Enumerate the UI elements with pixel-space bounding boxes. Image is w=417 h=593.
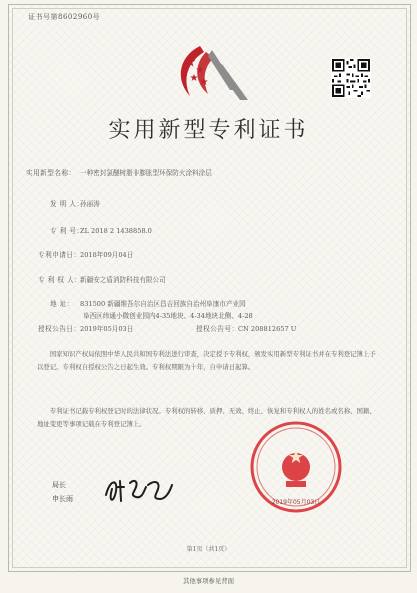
field-value: ZL 2018 2 1438858.0	[80, 227, 152, 235]
field-value: 新疆安之盾消防科技有限公司	[80, 276, 166, 284]
field-address	[50, 298, 246, 308]
field-value: 孙丽涛	[80, 200, 100, 208]
director-name: 申长雨	[52, 495, 73, 503]
field-value: CN 208812657 U	[238, 325, 297, 333]
official-seal-icon	[246, 417, 346, 517]
address-continuation: 阜西区纬通小微创业园内4-35地块、4-34地块北侧、4-28	[83, 312, 253, 320]
field-grant-date	[38, 323, 133, 333]
field-value: 2019年05月03日	[80, 325, 134, 333]
grant-statement: 国家知识产权局依照中华人民共和国专利法进行审查，决定授予专利权，颁发实用新型专利证书并在专利登记簿上予以登记。专利权自授权公告之日起生效。专利权期限为十年，自申请日起算。	[37, 350, 376, 372]
field-value: 831500 新疆维吾尔自治区昌吉回族自治州阜康市产业园	[80, 300, 246, 308]
page-indicator: 第1页（共1页）	[186, 546, 231, 553]
field-label: 发 明 人：	[50, 200, 84, 208]
field-label: 实用新型名称：	[26, 169, 76, 177]
signature-title	[52, 478, 73, 506]
page-title: 实用新型专利证书	[108, 118, 309, 143]
qr-code-icon	[331, 58, 371, 98]
handwritten-signature-icon	[100, 473, 180, 509]
director-label: 局长	[52, 481, 66, 489]
field-label: 专 利 号：	[50, 227, 84, 235]
field-value: 2018年09月04日	[80, 251, 134, 259]
field-patentee	[38, 274, 166, 284]
field-utility-name	[26, 167, 212, 177]
legal-status-statement: 专利证书记载专利权登记时的法律状况。专利权的转移、质押、无效、终止、恢复和专利权人的姓名或名称、国籍、地址变更等事项记载在专利登记簿上。	[37, 407, 376, 429]
field-label: 专利申请日：	[38, 251, 81, 259]
cnipa-logo-icon	[160, 38, 256, 108]
field-label: 授权公告日：	[38, 325, 81, 333]
field-grant-number	[196, 323, 296, 333]
bottom-note: 其他事项参见背面	[182, 577, 235, 585]
field-label: 授权公告号：	[196, 325, 239, 333]
field-label: 专 利 权 人：	[38, 276, 82, 284]
field-inventor	[50, 198, 100, 208]
field-application-date	[38, 249, 133, 259]
seal-date: 2019年05月03日	[271, 499, 321, 506]
certificate-number: 证书号第8602960号	[28, 13, 101, 21]
field-label: 地 址：	[50, 300, 74, 308]
field-patent-number	[50, 225, 152, 235]
field-value: 一种密封氯醚树脂非膨胀型环保防火涂料涂层	[80, 169, 212, 177]
